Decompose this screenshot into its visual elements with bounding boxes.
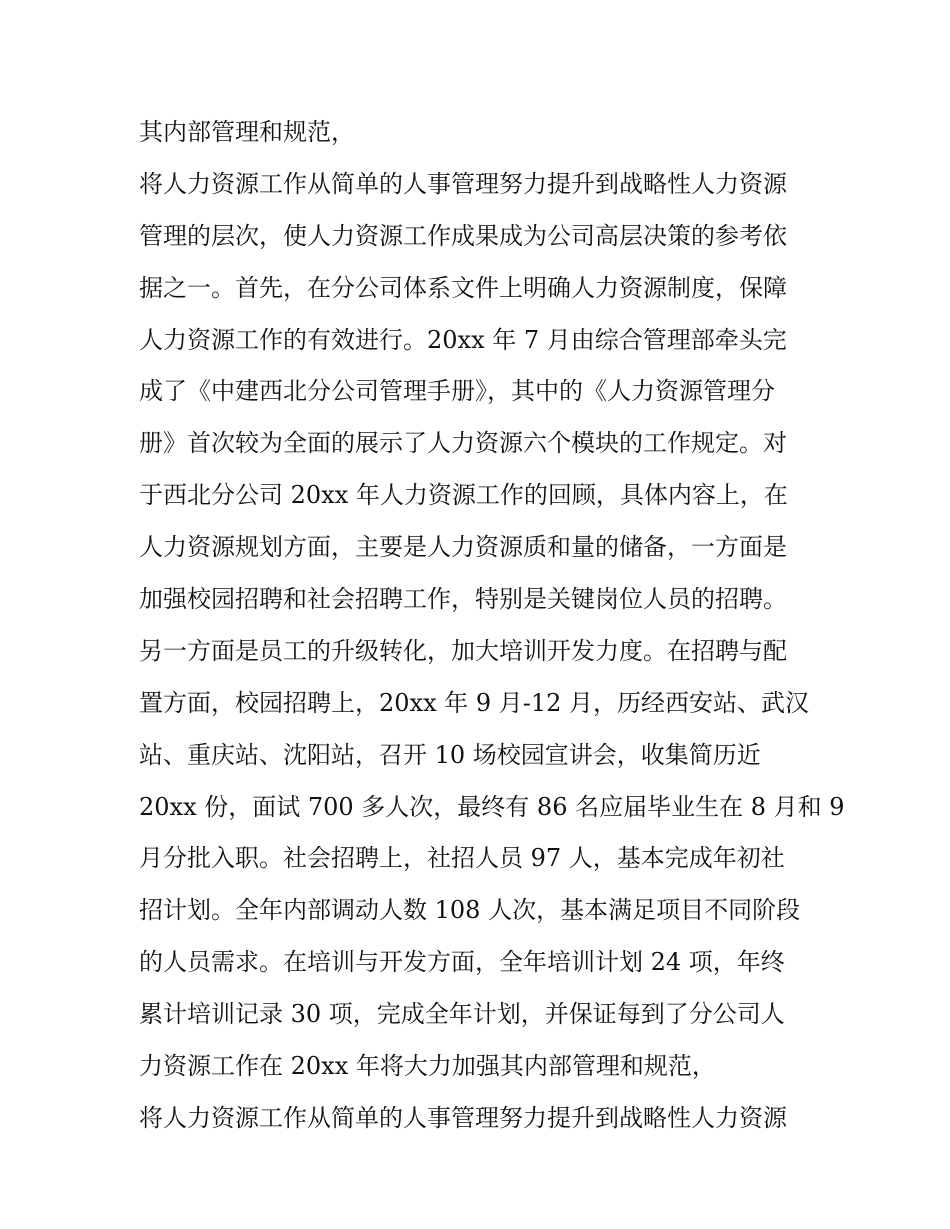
text-line: 册》首次较为全面的展示了人力资源六个模块的工作规定。对: [139, 429, 787, 458]
text-line: 成了《中建西北分公司管理手册》，其中的《人力资源管理分: [139, 377, 775, 406]
text-line: 人力资源工作的有效进行。20xx 年 7 月由综合管理部牵头完: [139, 325, 787, 354]
text-line: 置方面，校园招聘上，20xx 年 9 月-12 月，历经西安站、武汉: [139, 688, 810, 717]
text-line: 的人员需求。在培训与开发方面，全年培训计划 24 项，年终: [139, 948, 785, 977]
text-line: 将人力资源工作从简单的人事管理努力提升到战略性人力资源: [139, 169, 787, 198]
text-line: 站、重庆站、沈阳站，召开 10 场校园宣讲会，收集简历近: [139, 740, 761, 769]
text-line: 20xx 份，面试 700 多人次，最终有 86 名应届毕业生在 8 月和 9: [139, 792, 845, 821]
text-line: 于西北分公司 20xx 年人力资源工作的回顾，具体内容上，在: [139, 481, 788, 510]
text-line: 月分批入职。社会招聘上，社招人员 97 人，基本完成年初社: [139, 844, 785, 873]
text-line: 另一方面是员工的升级转化，加大培训开发力度。在招聘与配: [139, 636, 787, 665]
text-line: 将人力资源工作从简单的人事管理努力提升到战略性人力资源: [139, 1103, 787, 1132]
body-text: [139, 107, 845, 1145]
text-line: 据之一。首先，在分公司体系文件上明确人力资源制度，保障: [139, 273, 787, 302]
text-line: 其内部管理和规范，: [139, 118, 355, 146]
text-line: 管理的层次，使人力资源工作成果成为公司高层决策的参考依: [139, 221, 787, 250]
text-line: 力资源工作在 20xx 年将大力加强其内部管理和规范，: [139, 1052, 716, 1081]
text-line: 招计划。全年内部调动人数 108 人次，基本满足项目不同阶段: [139, 896, 801, 925]
text-line: 加强校园招聘和社会招聘工作，特别是关键岗位人员的招聘。: [139, 585, 787, 614]
text-line: 累计培训记录 30 项，完成全年计划，并保证每到了分公司人: [139, 1000, 785, 1029]
text-line: 人力资源规划方面，主要是人力资源质和量的储备，一方面是: [139, 533, 787, 562]
